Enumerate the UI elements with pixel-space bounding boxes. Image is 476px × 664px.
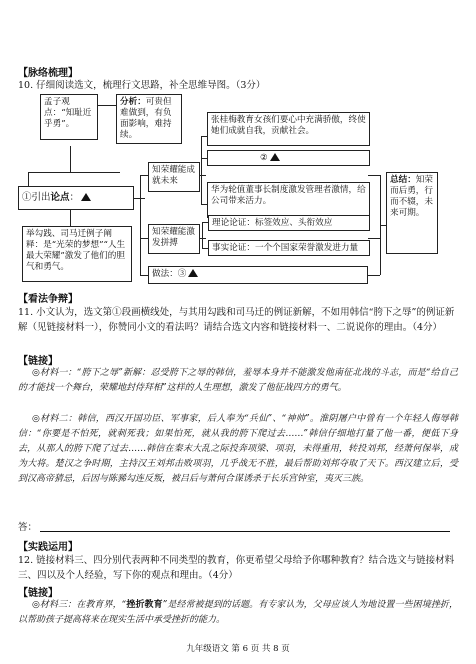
connector-line [140, 238, 148, 239]
summary-text: 知荣而后勇，行而不辍，未来可期。 [390, 175, 433, 218]
triangle-icon [188, 269, 198, 277]
huawei-box: 华为轮值董事长制度激发管理者激情，给公司带来活力。 [207, 182, 370, 218]
connector-line [140, 275, 148, 276]
question-10: 10. 仔细阅读选文，梳理行文思路，补全思维导图。（3分） [18, 80, 266, 91]
connector-line [368, 238, 380, 239]
material-3 [18, 598, 458, 628]
connector-line [368, 275, 380, 276]
honor-struggle-box: 知荣耀能激发拼搏 [148, 224, 200, 254]
triangle-icon [270, 153, 280, 161]
summary-box [386, 172, 438, 254]
blank-2-label: ② [260, 153, 268, 163]
analysis-box [116, 94, 182, 144]
material-1-text: ◎材料一：“胯下之辱”新解：忍受胯下之辱的韩信，羞辱本身并不能激发他南征北战的斗志，而是“给自己的才能找一个舞台，荣耀地封侍拜相”这样的人生理想，激发了他征战四方的勇气。 [18, 368, 458, 393]
connector-line [140, 175, 141, 275]
theory-argument-box: 理论论证：标签效应、头衔效应 [208, 215, 370, 231]
mengzi-viewpoint-box: 孟子观点：“知耻近乎勇”。 [40, 94, 98, 140]
connector-line [202, 222, 203, 248]
material-1 [18, 366, 458, 396]
summary-label: 总结： [390, 175, 416, 185]
material-3-suffix: ”是经常被提到的话题。有专家认为，父母应该人为地设置一些困境挫折，以帮助孩子提高将来在现实生活中承受挫折的能力。 [18, 600, 458, 625]
question-12: 12. 链接材料三、四分别代表两种不同类型的教育，你更希望父母给予你哪种教育？结合选文与链接材料三、四以及个人经验，写下你的观点和理由。（4分） [18, 555, 455, 581]
fact-argument-box: 事实论证：一个个国家荣誉激发进力量 [208, 240, 370, 256]
connector-line [28, 172, 70, 173]
connector-line [201, 136, 202, 204]
method-label: 做法：③ [152, 269, 187, 279]
thesis-prefix: ①引出 [22, 192, 51, 203]
link-heading-2: 【链接】 [18, 588, 58, 599]
material-2-text: ◎材料二：韩信，西汉开国功臣、军事家，后人奉为“兵仙”、“神帅”。淮阴屠户中曾有一个年轻人侮辱韩信：“你要是不怕死，就刺死我；如果怕死，就从我的胯下爬过去……”韩信仔细地打量了他一番，便低下身去，从那人的胯下爬了过去……韩信在秦末大乱之际投奔项梁、项羽，未得重用，转投刘邦，经萧何保举，成为大将。楚汉之争时期，主持汉王刘邦击败项羽，几乎战无不胜，最后帮助刘邦夺取了天下。西汉建立后，受到汉高帝猜忌，后因与陈豨勾连反叛，被吕后与萧何合谋诱杀于长乐宫钟室，夷灭三族。 [18, 414, 458, 484]
section-heading-structure: 【脉络梳理】 [18, 68, 78, 79]
goujian-example-box: 举勾践、司马迁例子阐释：是“光荣的梦想”“人生最大荣耀”激发了他们的胆气和勇气。 [22, 226, 132, 282]
section-heading-practice: 【实践运用】 [18, 542, 78, 553]
answer-label: 答： [18, 522, 38, 533]
connector-line [140, 175, 148, 176]
section-heading-debate: 【看法争辩】 [18, 294, 78, 305]
link-heading-1: 【链接】 [18, 356, 58, 367]
answer-line-11[interactable] [18, 520, 458, 535]
analysis-text: 可贵但难做到，有负面影响，难持续。 [120, 97, 172, 140]
question-11: 11. 小文认为，选文第①段画横线处，与其用勾践和司马迁的例证新解，不如用韩信“胯下之辱”的例证新解（见链接材料一），你赞同小文的看法吗？请结合选文内容和链接材料一、二说说你的理由。（4分） [18, 307, 455, 333]
analysis-label: 分析： [120, 97, 146, 107]
honor-future-box: 知荣耀能成就未来 [148, 162, 200, 192]
connector-line [70, 146, 71, 172]
method-box [148, 266, 368, 284]
answer-underline[interactable] [40, 520, 450, 532]
connector-line [133, 198, 145, 199]
thesis-colon: ： [69, 192, 80, 203]
connector-line [70, 172, 120, 173]
page-footer: 九年级语文 第 6 页 共 8 页 [186, 644, 290, 654]
connector-line [96, 105, 116, 106]
material-3-keyword: 挫折教育 [126, 600, 163, 610]
material-3-text [18, 598, 458, 628]
thesis-label: 论点 [50, 192, 70, 203]
thesis-box [18, 186, 134, 210]
material-3-prefix: ◎材料三：在教育界，“ [32, 600, 127, 610]
material-2 [18, 412, 458, 487]
connector-line [368, 175, 380, 176]
zhang-guimei-box: 张桂梅教育女孩们要心中充满骄傲，终使她们成就自我，贡献社会。 [207, 112, 370, 146]
blank-2-box [207, 150, 370, 166]
triangle-icon [81, 193, 91, 201]
